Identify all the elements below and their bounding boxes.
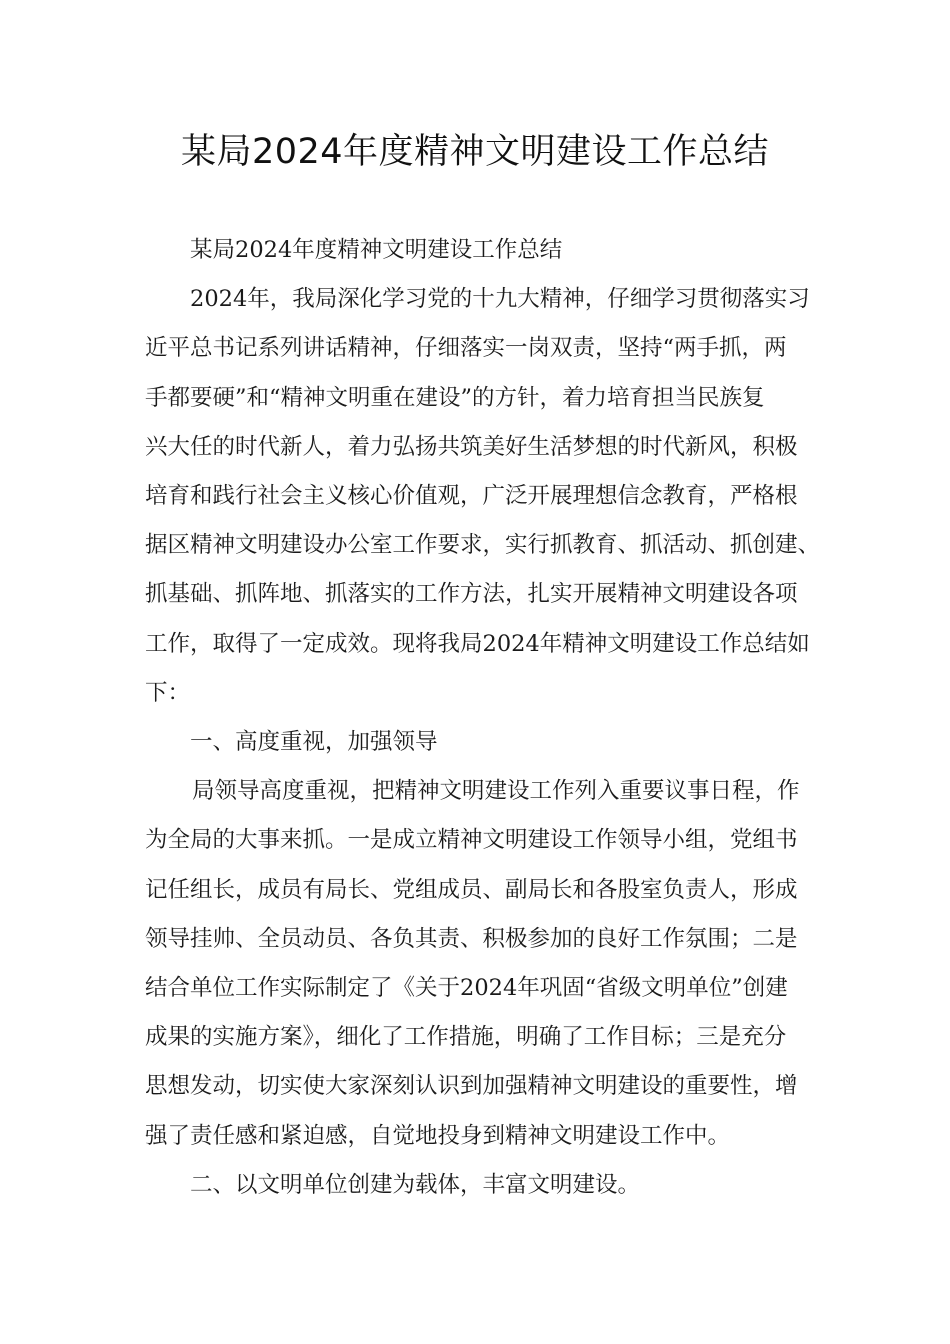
section-1-line: 记任组长，成员有局长、党组成员、副局长和各股室负责人，形成 (145, 876, 798, 903)
section-1-line: 结合单位工作实际制定了《关于2024年巩固“省级文明单位”创建 (145, 975, 788, 1002)
section-1-line: 领导挂帅、全员动员、各负其责、积极参加的良好工作氛围；二是 (145, 925, 798, 952)
intro-paragraph (145, 275, 821, 718)
section-1-line: 成果的实施方案》，细化了工作措施，明确了工作目标；三是充分 (145, 1024, 787, 1051)
section-1-line: 为全局的大事来抓。一是成立精神文明建设工作领导小组，党组书 (145, 827, 798, 854)
intro-line: 抓基础、抓阵地、抓落实的工作方法，扎实开展精神文明建设各项 (145, 581, 798, 608)
intro-line: 兴大任的时代新人，着力弘扬共筑美好生活梦想的时代新风，积极 (145, 433, 798, 460)
intro-line: 下： (145, 679, 191, 706)
intro-line: 近平总书记系列讲话精神，仔细落实一岗双责，坚持“两手抓，两 (145, 335, 787, 362)
section-1-line: 强了责任感和紧迫感，自觉地投身到精神文明建设工作中。 (145, 1122, 731, 1149)
section-1-line: 局领导高度重视，把精神文明建设工作列入重要议事日程，作 (192, 778, 800, 805)
section-1-paragraph (145, 767, 806, 1161)
document-title: 某局2024年度精神文明建设工作总结 (180, 132, 770, 172)
section-1-line: 思想发动，切实使大家深刻认识到加强精神文明建设的重要性，增 (145, 1073, 798, 1100)
section-heading-2: 二、以文明单位创建为载体，丰富文明建设。 (190, 1171, 641, 1198)
intro-line: 据区精神文明建设办公室工作要求，实行抓教育、抓活动、抓创建、 (145, 532, 821, 559)
document-body (145, 226, 821, 1210)
intro-line: 工作，取得了一定成效。现将我局2024年精神文明建设工作总结如 (145, 630, 810, 657)
intro-line: 培育和践行社会主义核心价值观，广泛开展理想信念教育，严格根 (145, 483, 798, 510)
intro-line: 2024年，我局深化学习党的十九大精神，仔细学习贯彻落实习 (190, 286, 810, 313)
intro-line: 手都要硬”和“精神文明重在建设”的方针，着力培育担当民族复 (145, 384, 765, 411)
document-subtitle: 某局2024年度精神文明建设工作总结 (190, 237, 563, 263)
section-heading-1: 一、高度重视，加强领导 (190, 729, 438, 756)
